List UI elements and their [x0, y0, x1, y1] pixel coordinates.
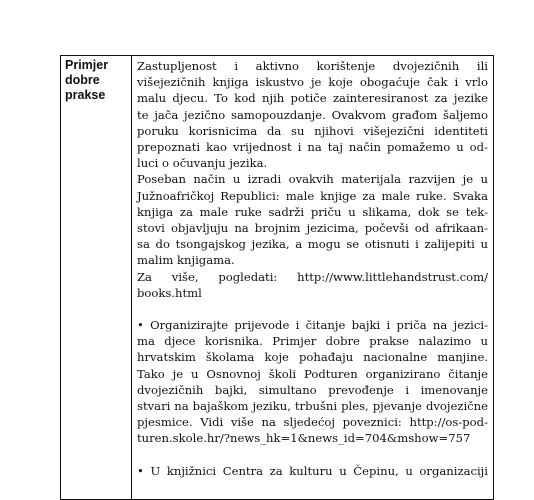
paragraph-line: sa do tsongajskog jezika, a mogu se otisnuti i zalijepiti u — [137, 237, 488, 252]
table-row — [61, 56, 494, 500]
cell-continuation — [137, 479, 488, 499]
blank-line — [137, 447, 488, 463]
paragraph-line: Zastupljenost i aktivno korištenje dvojezičnih ili — [137, 59, 488, 73]
paragraph-line: višejezičnih knjiga iskustvo je koje obogaćuje čak i vrlo — [137, 75, 488, 90]
row-content-cell — [132, 56, 494, 500]
blank-line — [137, 301, 488, 317]
paragraph-line: stvari na bajaškom jeziku, trbušni ples, pjevanje dvojezične — [137, 399, 488, 414]
bullet-line: • U knjižnici Centra za kulturu u Čepinu, u organizaciji — [137, 463, 488, 478]
paragraph-line: luci o očuvanju jezika. — [137, 156, 268, 171]
paragraph-line: stovi objavljuju na brojnim jezicima, počevši od afrikaan- — [137, 221, 488, 236]
row-label-cell — [61, 56, 132, 500]
bullet-line: • Organizirajte prijevode i čitanje bajki i priča na jezici- — [137, 318, 488, 333]
paragraph-line: malim knjigama. — [137, 253, 235, 268]
link-line[interactable]: pjesmice. Vidi više na sljedećoj poveznici: http://os-pod- — [137, 415, 488, 430]
paragraph-line: hrvatskim školama koje pohađaju nacionalne manjine. — [137, 350, 488, 365]
link-line[interactable]: turen.skole.hr/?news_hk=1&news_id=704&mshow=757 — [137, 431, 471, 446]
paragraph-line: Južnoafričkoj Republici: male knjige za male ruke. Svaka — [137, 188, 488, 203]
paragraph-line: knjiga za male ruke sadrži priču u slikama, dok se tek- — [137, 204, 488, 219]
document-table — [60, 55, 494, 500]
paragraph-line: prepoznati kao vrijednost i na taj način pomažemo u od- — [137, 140, 488, 155]
paragraph-line: Poseban način u izradi ovakvih materijala razvijen je u — [137, 172, 488, 187]
paragraph-line: dvojezičnih bajki, simultano prevođenje i imenovanje — [137, 382, 488, 397]
paragraph-line: malu djecu. To kod njih potiče zainteresiranost za jezike — [137, 91, 488, 106]
paragraph-line: Tako je u Osnovnoj školi Podturen organizirano čitanje — [137, 366, 488, 381]
row-label-line: dobre — [65, 73, 100, 87]
row-label-line: Primjer — [65, 58, 109, 72]
link-line[interactable]: books.html — [137, 285, 202, 300]
paragraph-line: te jača jezično samopouzdanje. Ovakvom građom šaljemo — [137, 107, 488, 122]
row-label-line: prakse — [65, 88, 106, 102]
link-line[interactable]: Za više, pogledati: http://www.littlehandstrust.com/ — [137, 269, 488, 284]
paragraph-line: poruku korisnicima da su njihovi višejezični identiteti — [137, 123, 488, 138]
paragraph-line: ma djece korisnika. Primjer dobre prakse nalazimo u — [137, 334, 488, 349]
